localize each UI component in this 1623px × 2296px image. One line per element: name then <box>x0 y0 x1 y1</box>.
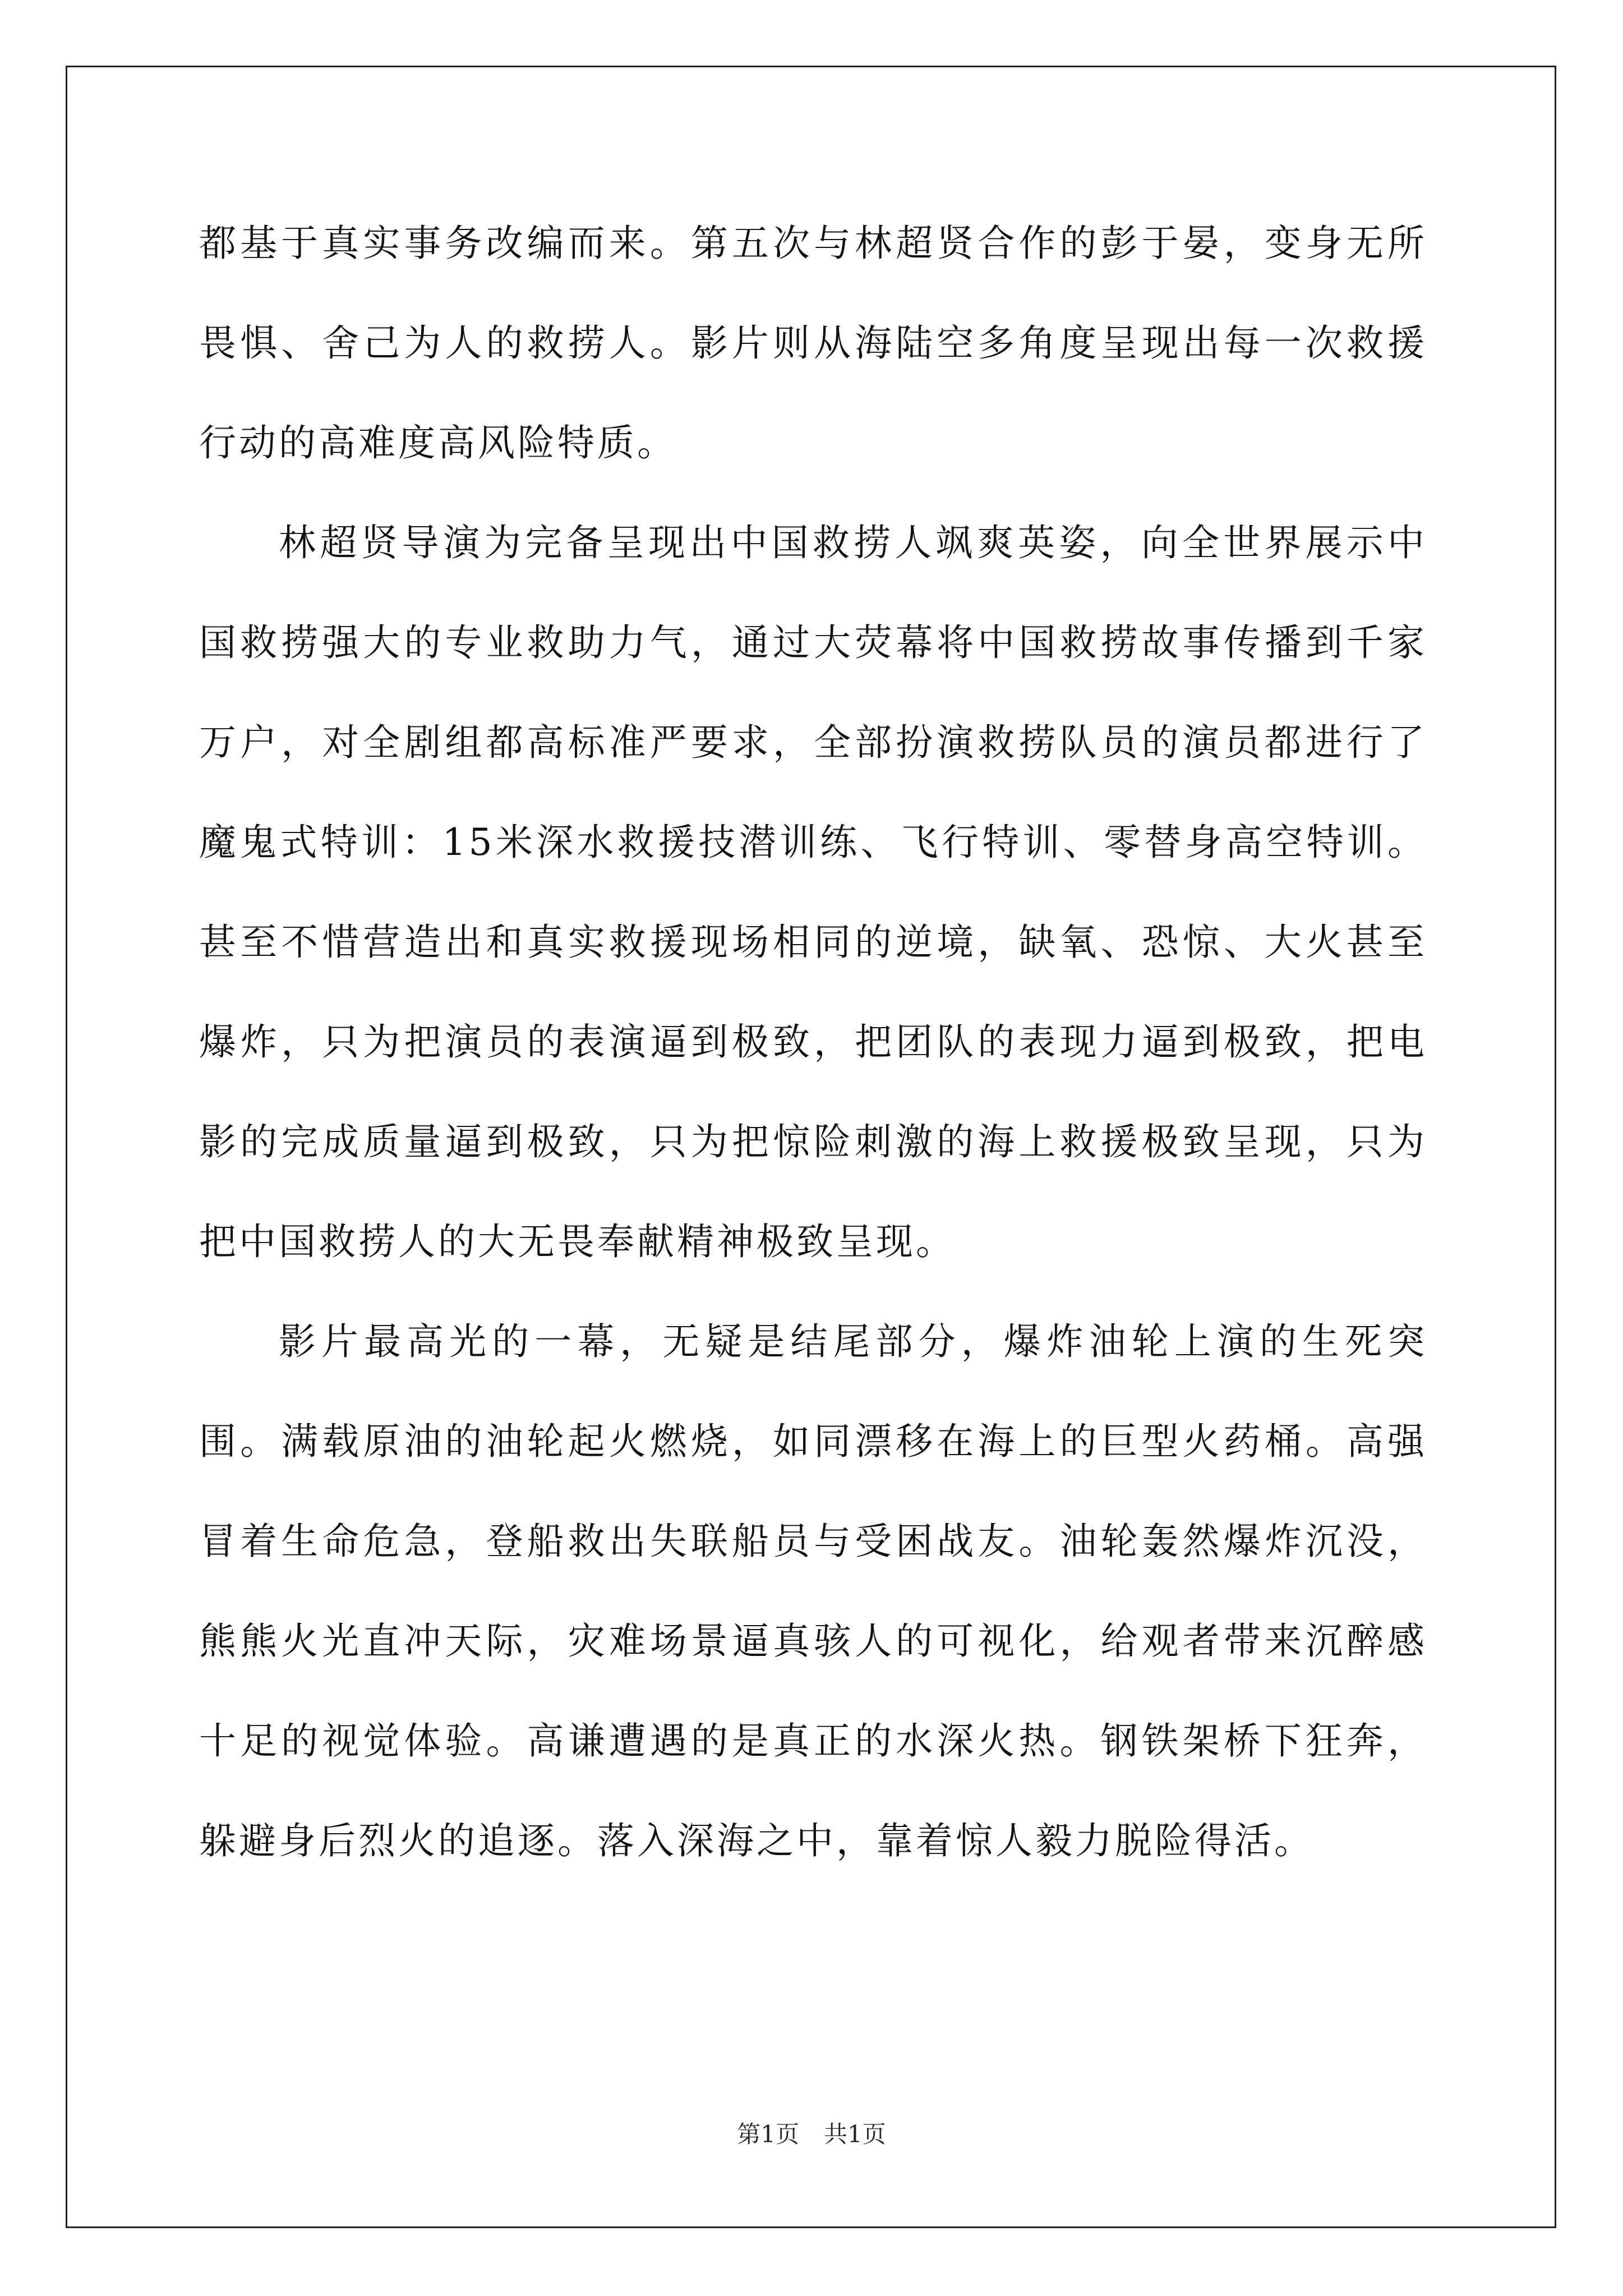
paragraph-1: 都基于真实事务改编而来。第五次与林超贤合作的彭于晏，变身无所畏惧、舍己为人的救捞人。影片则从海陆空多角度呈现出每一次救援行动的高难度高风险特质。 <box>199 222 1427 464</box>
page-footer <box>0 2118 1623 2151</box>
page-number-current: 第1页 <box>737 2120 799 2148</box>
document-body <box>199 194 1427 1891</box>
page-number-total: 共1页 <box>824 2120 886 2148</box>
paragraph-3: 影片最高光的一幕，无疑是结尾部分，爆炸油轮上演的生死突围。满载原油的油轮起火燃烧，如同漂移在海上的巨型火药桶。高强冒着生命危急，登船救出失联船员与受困战友。油轮轰然爆炸沉没，熊熊火光直冲天际，灾难场景逼真骇人的可视化，给观者带来沉醉感十足的视觉体验。高谦遭遇的是真正的水深火热。钢铁架桥下狂奔，躲避身后烈火的追逐。落入深海之中，靠着惊人毅力脱险得活。 <box>199 1320 1427 1862</box>
paragraph-2: 林超贤导演为完备呈现出中国救捞人飒爽英姿，向全世界展示中国救捞强大的专业救助力气，通过大荧幕将中国救捞故事传播到千家万户，对全剧组都高标准严要求，全部扮演救捞队员的演员都进行了魔鬼式特训：15米深水救援技潜训练、飞行特训、零替身高空特训。甚至不惜营造出和真实救援现场相同的逆境，缺氧、恐惊、大火甚至爆炸，只为把演员的表演逼到极致，把团队的表现力逼到极致，把电影的完成质量逼到极致，只为把惊险刺激的海上救援极致呈现，只为把中国救捞人的大无畏奉献精神极致呈现。 <box>199 521 1427 1263</box>
